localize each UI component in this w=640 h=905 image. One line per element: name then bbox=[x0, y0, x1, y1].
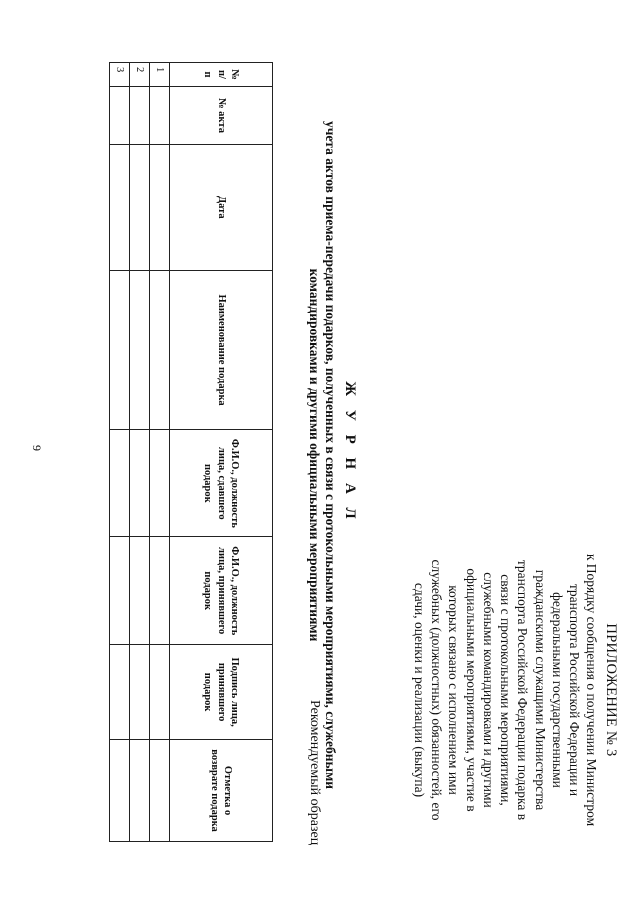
header-gift-name: Наименование подарка bbox=[170, 270, 273, 430]
table-row bbox=[110, 63, 130, 842]
header-return-mark: Отметка о возврате подарка bbox=[170, 740, 273, 842]
table-cell bbox=[110, 645, 130, 740]
table-cell bbox=[110, 740, 130, 842]
table-cell: 3 bbox=[110, 63, 130, 87]
table-cell bbox=[130, 645, 150, 740]
header-date: Дата bbox=[170, 144, 273, 270]
appendix-line: транспорта Российской Федерации подарка в bbox=[515, 559, 531, 821]
appendix-line: сдачи, оценки и реализации (выкупа) bbox=[411, 582, 427, 798]
appendix-line: к Порядку сообщения о получении Министром bbox=[584, 553, 600, 827]
table-row bbox=[130, 63, 150, 842]
table-cell bbox=[150, 270, 170, 430]
appendix-line: официальными мероприятиями, участие в bbox=[463, 568, 479, 812]
table-cell bbox=[110, 430, 130, 537]
table-cell bbox=[110, 144, 130, 270]
table-cell bbox=[130, 270, 150, 430]
header-receiver-signature: Подпись лица, принявшего подарок bbox=[170, 645, 273, 740]
table-cell bbox=[110, 537, 130, 645]
header-row-number: № п/п bbox=[170, 63, 273, 87]
table-cell bbox=[150, 86, 170, 144]
table-cell bbox=[150, 740, 170, 842]
table-cell bbox=[130, 144, 150, 270]
journal-table bbox=[109, 62, 273, 842]
recommended-sample-label: Рекомендуемый образец bbox=[307, 700, 322, 846]
appendix-line: служебными командировками и другими bbox=[480, 572, 496, 808]
table-cell: 2 bbox=[130, 63, 150, 87]
header-act-number: № акта bbox=[170, 86, 273, 144]
header-giver: Ф.И.О., должность лица, сдавшего подарок bbox=[170, 430, 273, 537]
journal-subtitle-line: учета актов приема-передачи подарков, полученных в связи с протокольными мероприятиями, служебными bbox=[323, 120, 338, 790]
appendix-block bbox=[411, 500, 620, 880]
appendix-line: транспорта Российской Федерации и bbox=[567, 583, 583, 797]
page-number: 9 bbox=[30, 445, 44, 451]
table-cell bbox=[150, 537, 170, 645]
table-cell bbox=[110, 86, 130, 144]
journal-subtitle-line: командировками и другими официальными мероприятиями bbox=[307, 268, 323, 642]
appendix-line: служебных (должностных) обязанностей, его bbox=[429, 559, 445, 821]
table-cell bbox=[130, 740, 150, 842]
appendix-line: гражданскими служащими Министерства bbox=[532, 569, 548, 811]
journal-title: Ж У Р Н А Л bbox=[342, 381, 358, 524]
appendix-title: ПРИЛОЖЕНИЕ № 3 bbox=[603, 623, 619, 757]
table-cell bbox=[130, 86, 150, 144]
table-row bbox=[150, 63, 170, 842]
appendix-line: которых связано с исполнением ими bbox=[446, 585, 462, 795]
table-cell bbox=[150, 645, 170, 740]
table-cell: 1 bbox=[150, 63, 170, 87]
table-cell bbox=[110, 270, 130, 430]
table-cell bbox=[150, 144, 170, 270]
appendix-line: федеральными государственными bbox=[549, 592, 565, 788]
table-cell bbox=[130, 537, 150, 645]
table-header-row bbox=[170, 63, 273, 842]
table-cell bbox=[150, 430, 170, 537]
appendix-line: связи с протокольными мероприятиями, bbox=[498, 574, 514, 806]
journal-subtitle bbox=[307, 50, 338, 860]
header-receiver: Ф.И.О., должность лица, принявшего подарок bbox=[170, 537, 273, 645]
table-cell bbox=[130, 430, 150, 537]
